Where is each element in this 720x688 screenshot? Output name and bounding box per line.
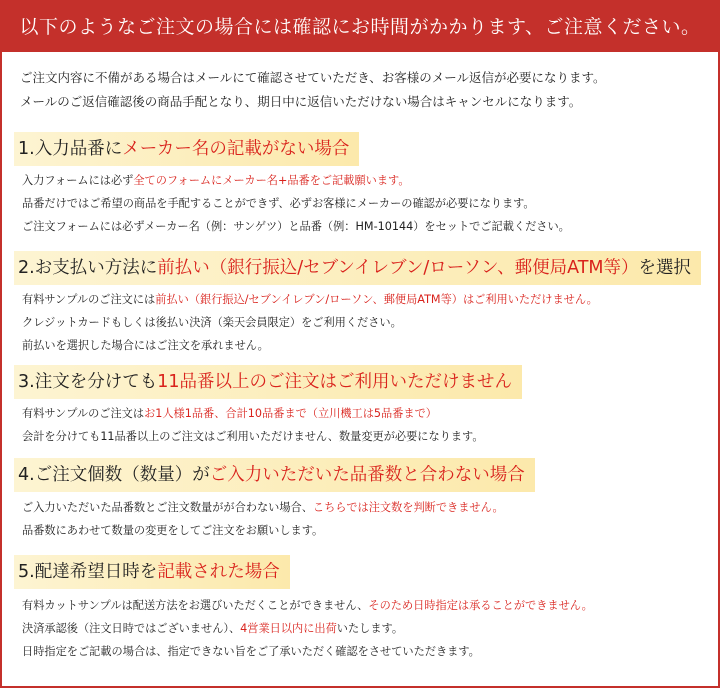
intro-line: メールのご返信確認後の商品手配となり、期日中に返信いただけない場合はキャンセルになります。: [20, 94, 582, 109]
heading-text: 1.入力品番に: [18, 139, 123, 159]
body-emphasis: こちらでは注文数を判断できません。: [312, 501, 504, 514]
body-text: 有料サンプルのご注文は: [22, 407, 145, 420]
heading-text: 4.ご注文個数（数量）が: [18, 465, 210, 485]
section-1-heading: [14, 132, 359, 166]
section-5-body: [22, 594, 593, 663]
body-text: ご入力いただいた品番数とご注文数量がが合わない場合、: [22, 501, 313, 514]
body-emphasis: そのため日時指定は承ることができません。: [368, 599, 593, 612]
section-3-body: [22, 402, 484, 448]
body-text: 会計を分けても11品番以上のご注文はご利用いただけません、数量変更が必要になります。: [22, 430, 484, 443]
body-emphasis: お1人様1品番、合計10品番まで（立川機工は5品番まで）: [144, 407, 437, 420]
heading-emphasis: メーカー名の記載がない場合: [122, 139, 350, 159]
heading-emphasis: ご入力いただいた品番数と合わない場合: [209, 465, 525, 485]
body-text: ご注文フォームには必ずメーカー名（例：サンゲツ）と品番（例：HM-10144）をセットでご記載ください。: [22, 220, 570, 233]
heading-emphasis: 記載された場合: [157, 562, 280, 582]
heading-emphasis: 前払い（銀行振込/セブンイレブン/ローソン、郵便局ATM等）: [157, 258, 639, 278]
body-emphasis: 全てのフォームにメーカー名+品番をご記載願います。: [133, 174, 410, 187]
body-text: クレジットカードもしくは後払い決済（楽天会員限定）をご利用ください。: [22, 316, 402, 329]
section-4-heading: [14, 458, 535, 492]
section-2-body: [22, 288, 598, 357]
section-2-heading: [14, 251, 701, 285]
heading-text: を選択: [638, 258, 692, 278]
heading-text: 2.お支払い方法に: [18, 258, 158, 278]
section-4-body: [22, 496, 504, 542]
notice-banner: 以下のようなご注文の場合には確認にお時間がかかります、ご注意ください。: [2, 2, 718, 52]
section-3-heading: [14, 365, 522, 399]
body-text: 有料サンプルのご注文には: [22, 293, 156, 306]
heading-emphasis: 11品番以上のご注文はご利用いただけません: [157, 372, 512, 392]
section-1-body: [22, 169, 570, 238]
body-text: 品番だけではご希望の商品を手配することができず、必ずお客様にメーカーの確認が必要になります。: [22, 197, 535, 210]
body-text: 有料カットサンプルは配送方法をお選びいただくことができません、: [22, 599, 369, 612]
body-text: いたします。: [336, 622, 404, 635]
body-text: 日時指定をご記載の場合は、指定できない旨をご了承いただく確認をさせていただきます。: [22, 645, 480, 658]
body-emphasis: 4営業日以内に出荷: [240, 622, 337, 635]
body-text: 前払いを選択した場合にはご注文を承れません。: [22, 339, 269, 352]
intro-line: ご注文内容に不備がある場合はメールにて確認させていただき、お客様のメール返信が必要になります。: [20, 70, 606, 85]
heading-text: 3.注文を分けても: [18, 372, 158, 392]
section-5-heading: [14, 555, 290, 589]
body-text: 品番数にあわせて数量の変更をしてご注文をお願いします。: [22, 524, 324, 537]
intro-text: [20, 66, 710, 114]
body-text: 決済承認後（注文日時ではございません）、: [22, 622, 241, 635]
heading-text: 5.配達希望日時を: [18, 562, 158, 582]
body-text: 入力フォームには必ず: [22, 174, 134, 187]
body-emphasis: 前払い（銀行振込/セブンイレブン/ローソン、郵便局ATM等）はご利用いただけません。: [155, 293, 598, 306]
